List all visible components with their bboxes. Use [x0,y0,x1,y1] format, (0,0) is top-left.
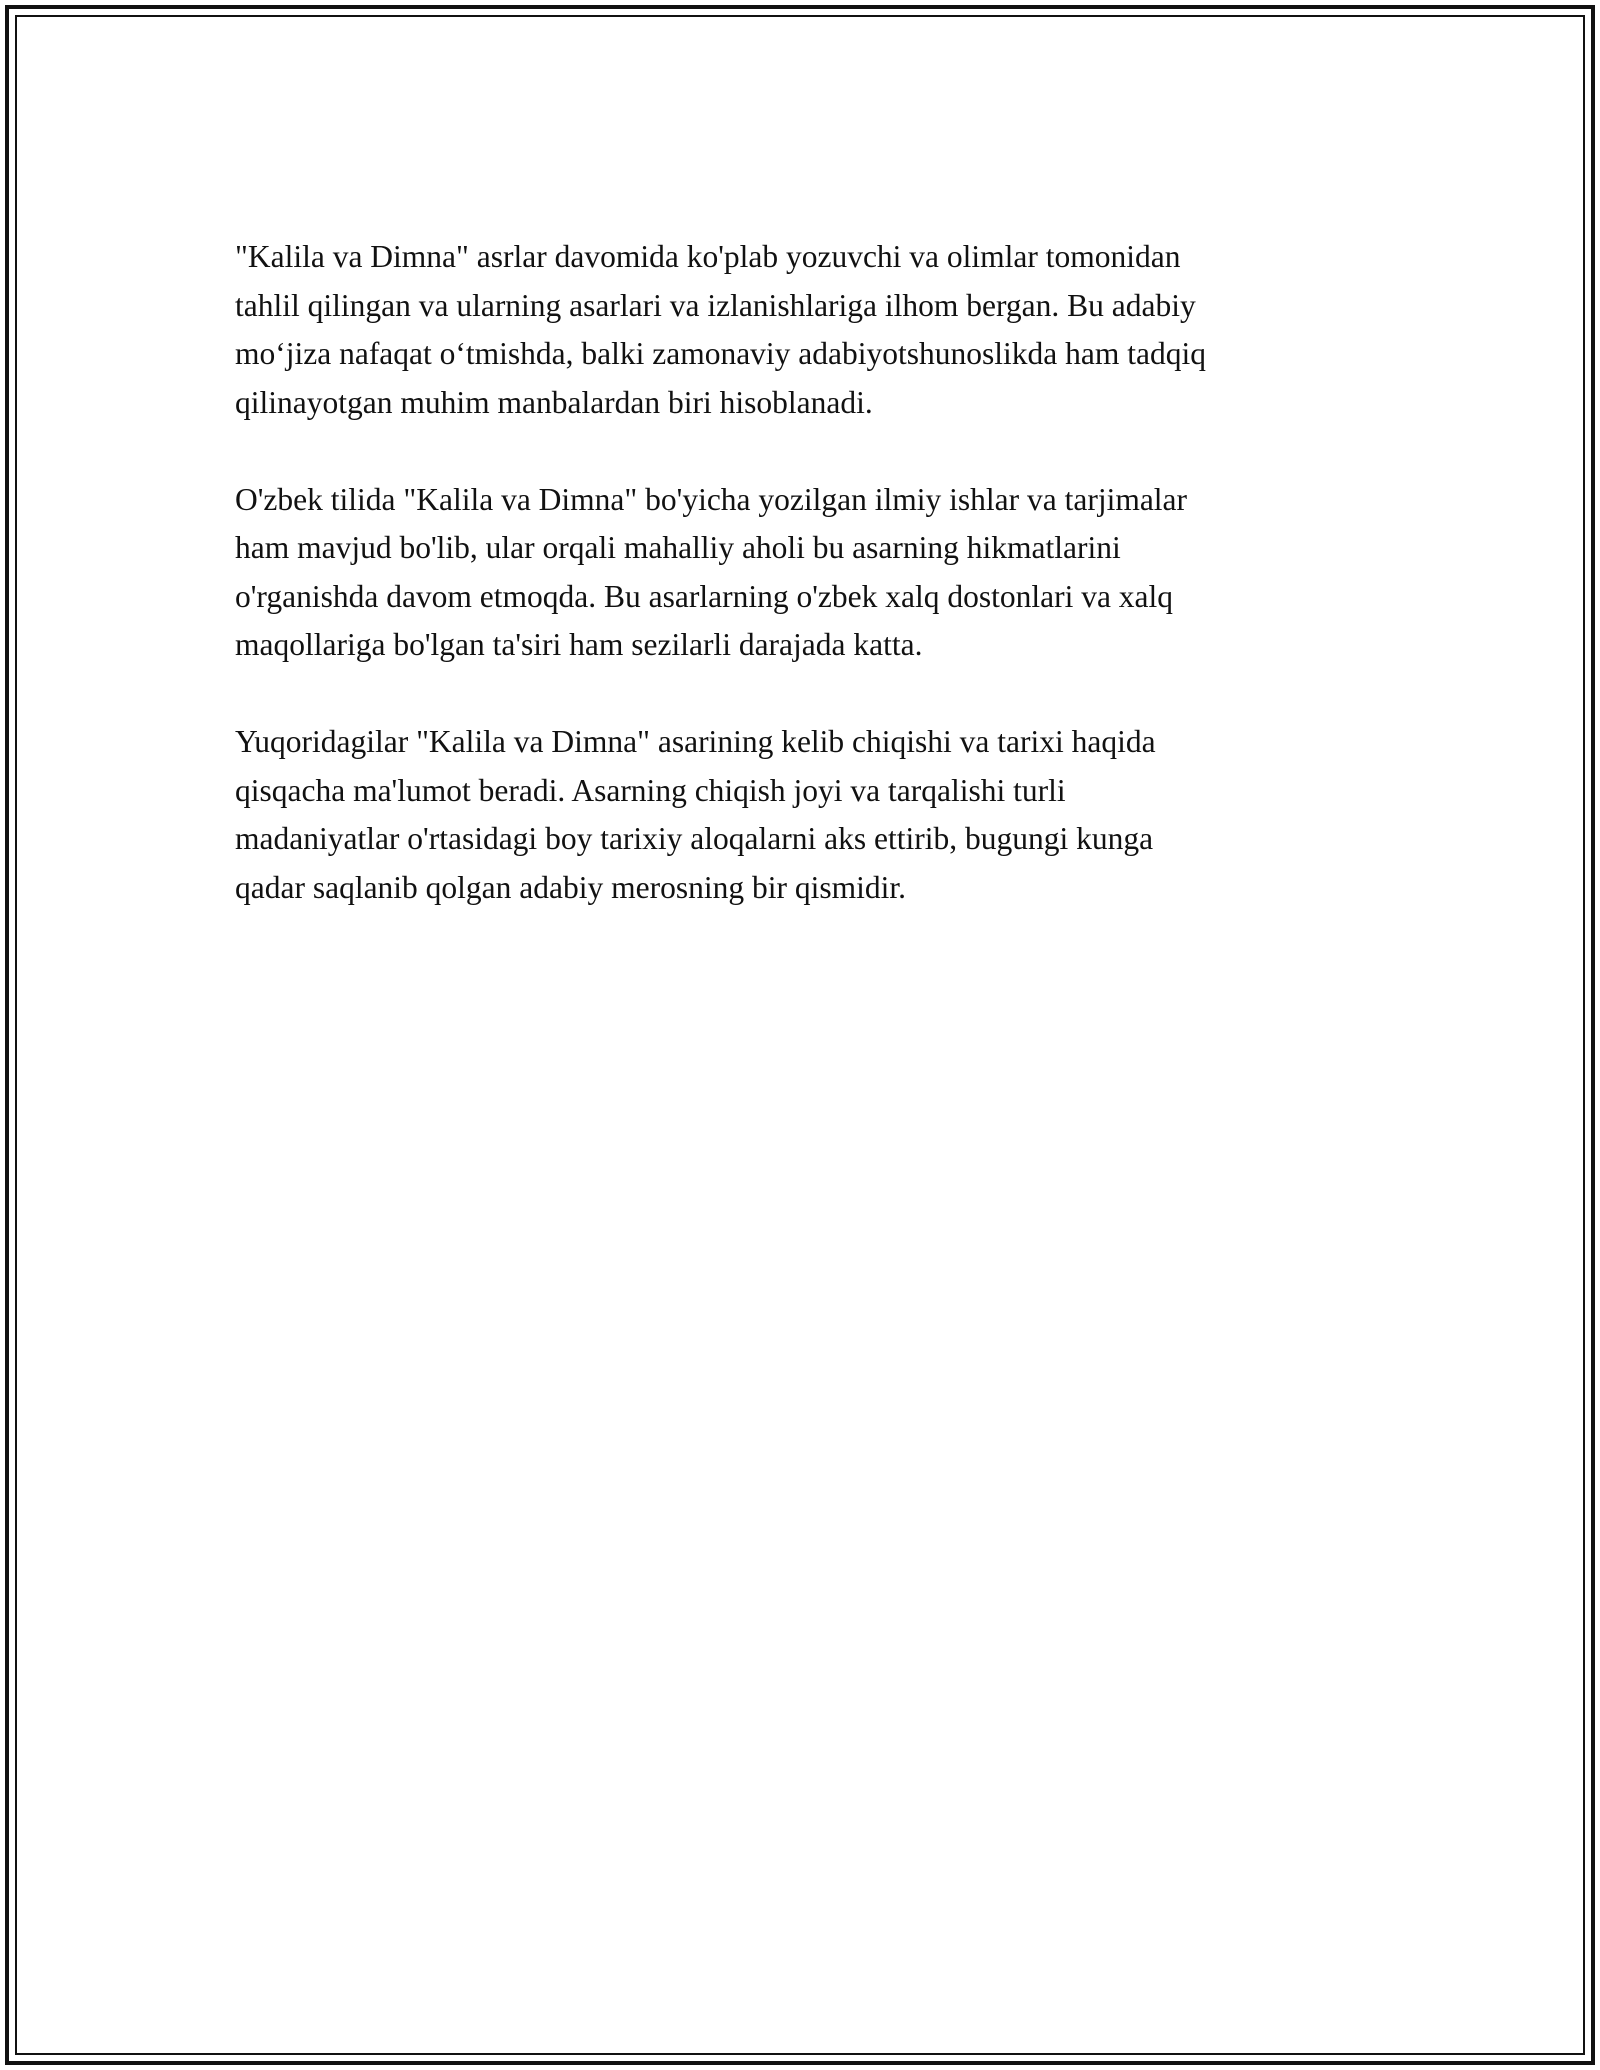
document-body [235,233,1395,961]
paragraph-3: Yuqoridagilar "Kalila va Dimna" asarining kelib chiqishi va tarixi haqida qisqacha ma'lumot beradi. Asarning chiqish joyi va tarqalishi turli madaniyatlar o'rtasidagi boy tarixiy aloqalarni aks ettirib, bugungi kunga qadar saqlanib qolgan adabiy merosning bir qismidir. [235,724,1156,905]
paragraph-2: O'zbek tilida "Kalila va Dimna" bo'yicha yozilgan ilmiy ishlar va tarjimalar ham mavjud bo'lib, ular orqali mahalliy aholi bu asarning hikmatlarini o'rganishda davom etmoqda. Bu asarlarning o'zbek xalq dostonlari va xalq maqollariga bo'lgan ta'siri ham sezilarli darajada katta. [235,481,1188,662]
paragraph-1: "Kalila va Dimna" asrlar davomida ko'plab yozuvchi va olimlar tomonidan tahlil qilingan va ularning asarlari va izlanishlariga ilhom bergan. Bu adabiy mo‘jiza nafaqat o‘tmishda, balki zamonaviy adabiyotshunoslikda ham tadqiq qilinayotgan muhim manbalardan biri hisoblanadi. [235,239,1206,420]
